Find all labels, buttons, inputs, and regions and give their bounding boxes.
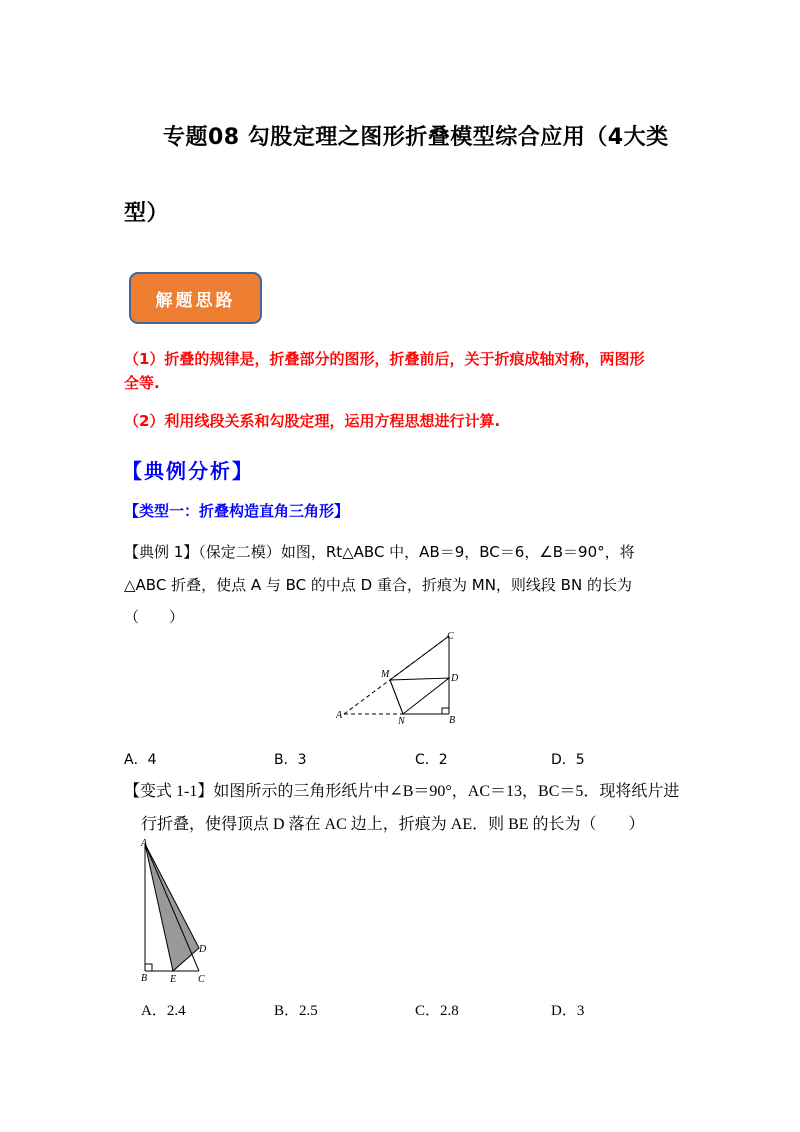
variant1-text-line2: 行折叠，使得顶点 D 落在 AC 边上，折痕为 AE．则 BE 的长为（ ） [141, 816, 645, 833]
example1-choice-a[interactable]: A．4 [124, 752, 157, 768]
example1-label-b: B [449, 715, 456, 726]
example1-label-d: D [451, 673, 459, 684]
tip-2: （2）利用线段关系和勾股定理，运用方程思想进行计算. [124, 412, 501, 430]
variant1-label-d: D [199, 944, 207, 955]
section-heading: 【典例分析】 [122, 459, 254, 483]
example1-label-c: C [447, 631, 454, 642]
tip-1: （1）折叠的规律是，折叠部分的图形，折叠前后，关于折痕成轴对称，两图形 [124, 350, 645, 368]
page-title: 专题08 勾股定理之图形折叠模型综合应用（4大类 [163, 125, 669, 150]
example1-label-n: N [398, 716, 405, 727]
example1-label-m: M [381, 669, 390, 680]
example1-label-a: A [336, 710, 343, 721]
example1-choice-b[interactable]: B．3 [274, 752, 307, 768]
variant1-label-e: E [170, 974, 177, 985]
example1-figure [330, 628, 470, 728]
type-heading: 【类型一：折叠构造直角三角形】 [124, 502, 350, 520]
variant1-figure [136, 836, 216, 988]
example1-choice-c[interactable]: C．2 [415, 752, 448, 768]
solution-idea-badge: 解题思路 [129, 272, 262, 324]
variant1-text-line1: 【变式 1-1】如图所示的三角形纸片中∠B＝90°，AC＝13，BC＝5．现将纸片进 [124, 783, 680, 800]
example1-text-line2: △ABC 折叠，使点 A 与 BC 的中点 D 重合，折痕为 MN，则线段 BN 的长为 [124, 576, 632, 594]
variant1-label-a: A [141, 838, 148, 849]
tip-1-continued: 全等. [124, 374, 160, 392]
variant1-choice-d[interactable]: D．3 [551, 1003, 585, 1019]
variant1-choice-b[interactable]: B．2.5 [274, 1003, 318, 1019]
example1-text-line3: （ ） [124, 608, 185, 626]
variant1-label-b: B [141, 973, 148, 984]
page-title-continued: 型） [124, 201, 170, 226]
variant1-label-c: C [198, 974, 205, 985]
variant1-choice-c[interactable]: C．2.8 [415, 1003, 459, 1019]
example1-choice-d[interactable]: D．5 [551, 752, 585, 768]
variant1-choice-a[interactable]: A．2.4 [141, 1003, 186, 1019]
example1-text-line1: 【典例 1】（保定二模）如图，Rt△ABC 中，AB＝9，BC＝6，∠B＝90°，将 [124, 543, 635, 561]
